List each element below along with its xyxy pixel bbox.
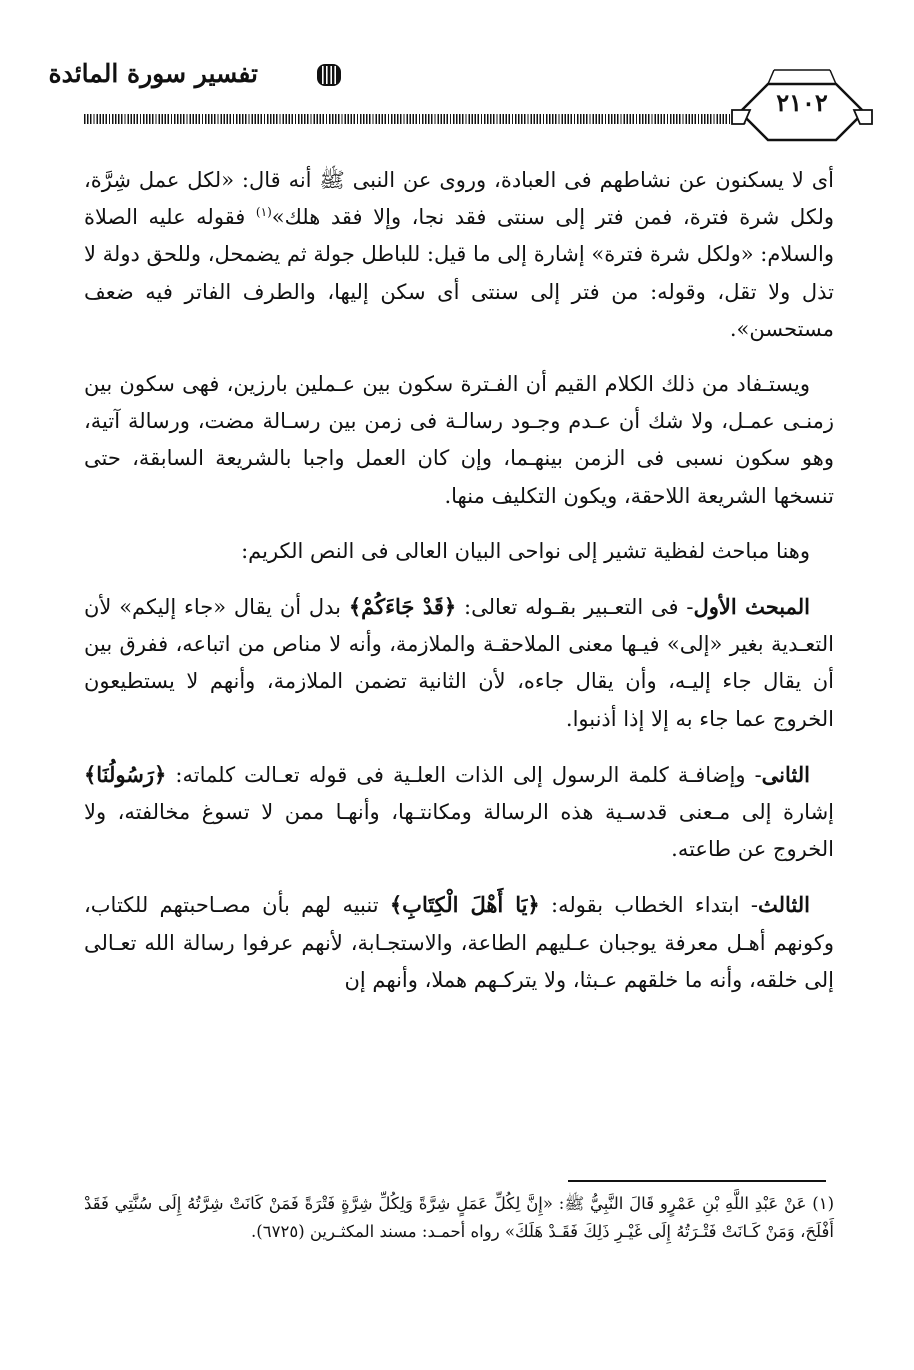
running-title: تفسير سورة المائدة bbox=[48, 59, 258, 88]
page-number: ٢١٠٢ bbox=[776, 88, 828, 117]
paragraph-4-text-a: - فى التعـبير بقـوله تعالى: bbox=[456, 595, 694, 620]
paragraph-6-text-a: - ابتداء الخطاب بقوله: bbox=[539, 893, 759, 918]
paragraph-4-text-b: بدل أن يقال «جاء إليكم» لأن التعـدية بغير «إلى» فيـها معنى الملاحقـة والملازمة، وأنه لا مناص من اتباعه، ففرق بين أن يقال جاء إليـه، وأن يقال جاءه، لأن الثانية تضمن الملازمة، وأنهم لا يستطيعون الخروج عما جاء به إلا إذا أذنبوا. bbox=[84, 595, 834, 731]
header-divider bbox=[84, 114, 746, 124]
quran-verse: ﴿رَسُولُنَا﴾ bbox=[84, 761, 167, 787]
body-text bbox=[84, 162, 834, 1017]
section-heading-first: المبحث الأول bbox=[693, 594, 810, 620]
paragraph-1-text-a: أى لا يسكنون عن نشاطهم فى العبادة، وروى عن النبى ﷺ أنه قال: «لكل عمل شِرَّة، ولكل شرة فترة، فمن فتر إلى سنتى فقد نجا، وإلا فقد هلك» bbox=[84, 168, 835, 230]
section-heading-third: الثالث bbox=[758, 892, 811, 918]
quran-verse: ﴿يَا أَهْلَ الْكِتَابِ﴾ bbox=[389, 892, 540, 918]
paragraph-2: ويستـفاد من ذلك الكلام القيم أن الفـترة سكون بين عـملين بارزين، فهى سكون بين زمنـى عمـل، ولا شك أن عـدم وجـود رسالـة فى زمن بين رسـالة مضت، ورسالة آتية، وهو سكون نسبى فى الزمن بينهـما، وإن كان العمل واجبا بالشريعة السابقة، حتى تنسخها الشريعة اللاحقة، ويكون التكليف منها. bbox=[84, 372, 834, 508]
ornament-icon bbox=[314, 60, 344, 90]
paragraph-1 bbox=[84, 162, 834, 348]
section-heading-second: الثانى bbox=[761, 761, 810, 787]
paragraph-5-text-a: - وإضافـة كلمة الرسول إلى الذات العلـية فى قوله تعـالت كلماته: bbox=[166, 762, 762, 787]
footnote-reference: (١) bbox=[255, 205, 272, 220]
paragraph-6-text-b: تنبيه لهم بأن مصـاحبتهم للكتاب، وكونهم أهـل معرفة يوجبان عـليهم الطاعة، والاستجـابة، لأنهم عرفوا رسالة الله تعـالى إلى خلقه، وأنه ما خلقهم عـبثا، ولا يتركـهم هملا، وأنهم إن bbox=[84, 893, 834, 992]
paragraph-6 bbox=[84, 886, 834, 999]
footnote: (١) عَنْ عَبْدِ اللَّهِ بْنِ عَمْرٍو قَالَ النَّبِيُّ ﷺ: «إِنَّ لِكُلِّ عَمَلٍ شِرَّةً وَلِكُلِّ شِرَّةٍ فَتْرَةً فَمَنْ كَانَتْ شِرَّتُهُ إِلَى سُنَّتِي فَقَدْ أَفْلَحَ، وَمَنْ كَـانَتْ فَتْـرَتُهُ إِلَى غَيْـرِ ذَلِكَ فَقَـدْ هَلَكَ» رواه أحمـد: مسند المكثـرين (٦٧٢٥). bbox=[84, 1194, 834, 1241]
quran-verse: ﴿قَدْ جَاءَكُمْ﴾ bbox=[348, 594, 457, 620]
paragraph-5-text-b: إشارة إلى مـعنى قدسـية هذه الرسالة ومكانتـها، وأنهـا ممن لا تسوغ مخالفته، ولا الخروج عن طاعته. bbox=[84, 800, 834, 862]
paragraph-3: وهنا مباحث لفظية تشير إلى نواحى البيان العالى فى النص الكريم: bbox=[241, 538, 810, 563]
paragraph-1-text-b: فقوله عليه الصلاة والسلام: «ولكل شرة فترة» إشارة إلى ما قيل: للباطل جولة ثم يضمحل، وللحق دولة لا تذل ولا تقل، وقوله: من فتر إلى سنتى أى سكن إليها، والطرف الفاتر فيه ضعف مستحسن». bbox=[84, 205, 834, 341]
footnote-divider bbox=[568, 1180, 826, 1182]
paragraph-5 bbox=[84, 756, 834, 869]
paragraph-4 bbox=[84, 588, 834, 738]
